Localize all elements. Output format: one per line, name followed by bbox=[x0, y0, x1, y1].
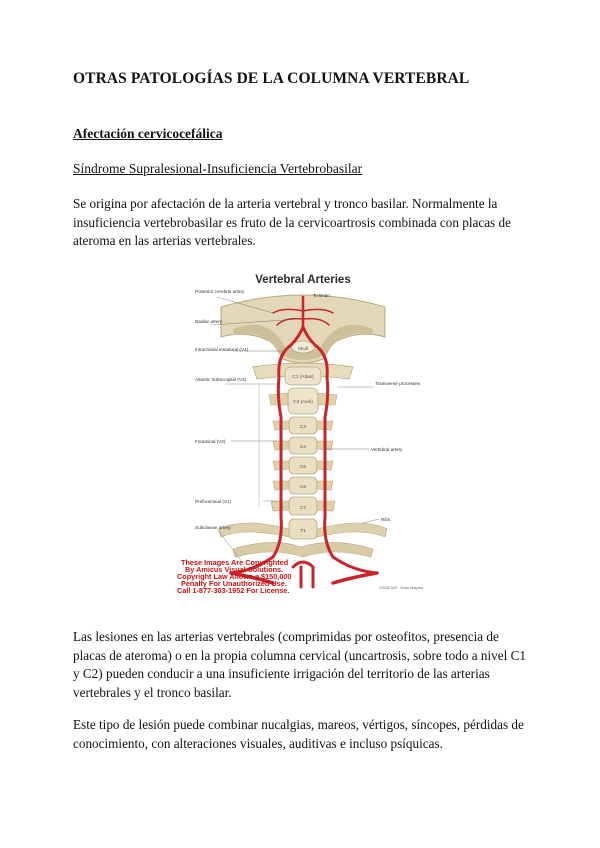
basilar-artery-label: Basilar artery bbox=[195, 319, 223, 324]
figure-credit: ©2006 AVS · Draw Hospital bbox=[379, 586, 423, 590]
c7-label: C7 bbox=[299, 506, 307, 511]
posterior-cerebral-artery-label: Posterior cerebral artery bbox=[195, 289, 245, 294]
vertebral-arteries-figure bbox=[173, 267, 429, 597]
cervical-spine bbox=[219, 363, 387, 557]
paragraph-3: Este tipo de lesión puede combinar nucalgias, mareos, vértigos, síncopes, pérdidas de conocimiento, con alteraciones visuales, auditivas e incluso psíquicas. bbox=[73, 717, 524, 751]
foraminal-v2-label: Foraminal (V2) bbox=[195, 439, 226, 444]
subsection-heading: Síndrome Supralesional-Insuficiencia Vertebrobasilar bbox=[73, 161, 363, 176]
c6-label: C6 bbox=[299, 485, 307, 490]
paragraph-1: Se origina por afectación de la arteria vertebral y tronco basilar. Normalmente la insuficiencia vertebrobasilar es fruto de la cervicoartrosis combinada con placas de ateroma en las arterias vertebrales. bbox=[73, 196, 511, 248]
c3-label: C3 bbox=[299, 425, 307, 430]
watermark-line-5: Call 1-877-303-1952 For License. bbox=[177, 586, 290, 595]
section-heading: Afectación cervicocefálica bbox=[73, 126, 223, 141]
watermark-line-3: Copyright Law Allows a $150,000 bbox=[177, 572, 292, 581]
paragraph-2: Las lesiones en las arterias vertebrales (comprimidas por osteofitos, presencia de placas de ateroma) o en la propia columna cervical (uncartrosis, sobre todo a nivel C1 y C2) pueden conducir a una insuficiente irrigación del territorio de las arterias vertebrales y el tronco basilar. bbox=[73, 629, 526, 700]
watermark-line-4: Penalty For Unauthorized Use. bbox=[181, 579, 287, 588]
vertebral-arteries-illustration bbox=[173, 267, 429, 597]
suboccipital-v3-label: Atlantic Suboccipital (V3) bbox=[195, 377, 247, 382]
c2-label: C2 (Axis) bbox=[293, 400, 313, 405]
skull-label: Skull bbox=[297, 347, 309, 352]
c1-label: C1 (Atlas) bbox=[292, 375, 314, 380]
watermark-line-2: By Amicus Visual Solutions. bbox=[185, 565, 284, 574]
watermark-line-1: These Images Are Copyrighted bbox=[181, 558, 289, 567]
vertebral-artery-label: Vertebral artery bbox=[371, 447, 403, 452]
c4-label: C4 bbox=[299, 445, 307, 450]
page-title: OTRAS PATOLOGÍAS DE LA COLUMNA VERTEBRAL bbox=[73, 70, 470, 87]
copyright-watermark bbox=[177, 558, 292, 595]
preforaminal-v1-label: Preforaminal (V1) bbox=[195, 499, 231, 504]
subclavian-artery-label: Subclavian artery bbox=[195, 525, 231, 530]
figure-title: Vertebral Arteries bbox=[255, 274, 351, 286]
to-brain-label: To Brain bbox=[313, 293, 330, 298]
t1-label: T1 bbox=[300, 529, 306, 534]
c5-label: C5 bbox=[299, 465, 307, 470]
intradural-v4-label: Intracranial intradural (V4) bbox=[195, 347, 249, 352]
transverse-processes-label: Transverse processes bbox=[375, 381, 421, 386]
ribs-label: Ribs bbox=[381, 517, 391, 522]
